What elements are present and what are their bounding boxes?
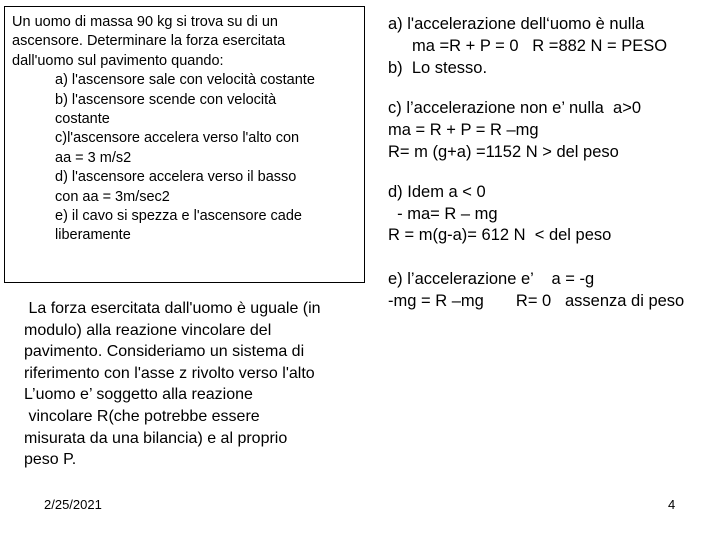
problem-line: e) il cavo si spezza e l'ascensore cade: [55, 208, 302, 225]
problem-line: liberamente: [55, 227, 131, 244]
explanation-line: L’uomo e’ soggetto alla reazione: [24, 386, 253, 404]
solution-e-line1: e) l’accelerazione e’ a = -g: [388, 270, 595, 289]
explanation-line: modulo) alla reazione vincolare del: [24, 321, 272, 339]
solution-b: b) Lo stesso.: [388, 58, 488, 77]
solution-a-line1: a) l'accelerazione dell‘uomo è nulla: [388, 15, 645, 33]
explanation-line: riferimento con l'asse z rivolto verso l'alto: [24, 364, 315, 382]
slide-date: 2/25/2021: [44, 497, 102, 512]
solution-d-line1: d) Idem a < 0: [388, 182, 486, 201]
problem-line: costante: [55, 111, 110, 128]
explanation-line: vincolare R(che potrebbe essere: [24, 407, 260, 425]
solution-c-line3: R= m (g+a) =1152 N > del peso: [388, 142, 619, 161]
problem-line: b) l'ascensore scende con velocità: [55, 91, 277, 108]
solution-c-line2: ma = R + P = R –mg: [388, 121, 539, 140]
problem-line: c)l'ascensore accelera verso l'alto con: [55, 130, 300, 147]
explanation-text: [24, 298, 369, 471]
solution-a-line2: ma =R + P = 0 R =882 N = PESO: [412, 36, 668, 55]
problem-line: con aa = 3m/sec2: [55, 188, 170, 205]
problem-line: d) l'ascensore accelera verso il basso: [55, 169, 297, 186]
solution-d-line3: R = m(g-a)= 612 N < del peso: [388, 226, 612, 245]
problem-line: Un uomo di massa 90 kg si trova su di un: [12, 14, 278, 30]
explanation-line: peso P.: [24, 451, 77, 469]
solution-e-line2: -mg = R –mg R= 0 assenza di peso: [388, 291, 685, 310]
explanation-line: pavimento. Consideriamo un sistema di: [24, 343, 305, 361]
problem-line: dall'uomo sul pavimento quando:: [12, 52, 224, 69]
problem-line: aa = 3 m/s2: [55, 149, 132, 166]
solutions-column: [388, 14, 718, 313]
slide-page-number: 4: [668, 497, 676, 512]
explanation-line: La forza esercitata dall'uomo è uguale (in: [24, 300, 321, 317]
problem-line: ascensore. Determinare la forza esercitata: [12, 33, 286, 50]
explanation-line: misurata da una bilancia) e al proprio: [24, 429, 288, 447]
solution-c-line1: c) l’accelerazione non e’ nulla a>0: [388, 99, 642, 118]
problem-line: a) l'ascensore sale con velocità costante: [55, 72, 315, 89]
problem-statement-box: [4, 6, 365, 283]
solution-d-line2: - ma= R – mg: [388, 204, 498, 223]
